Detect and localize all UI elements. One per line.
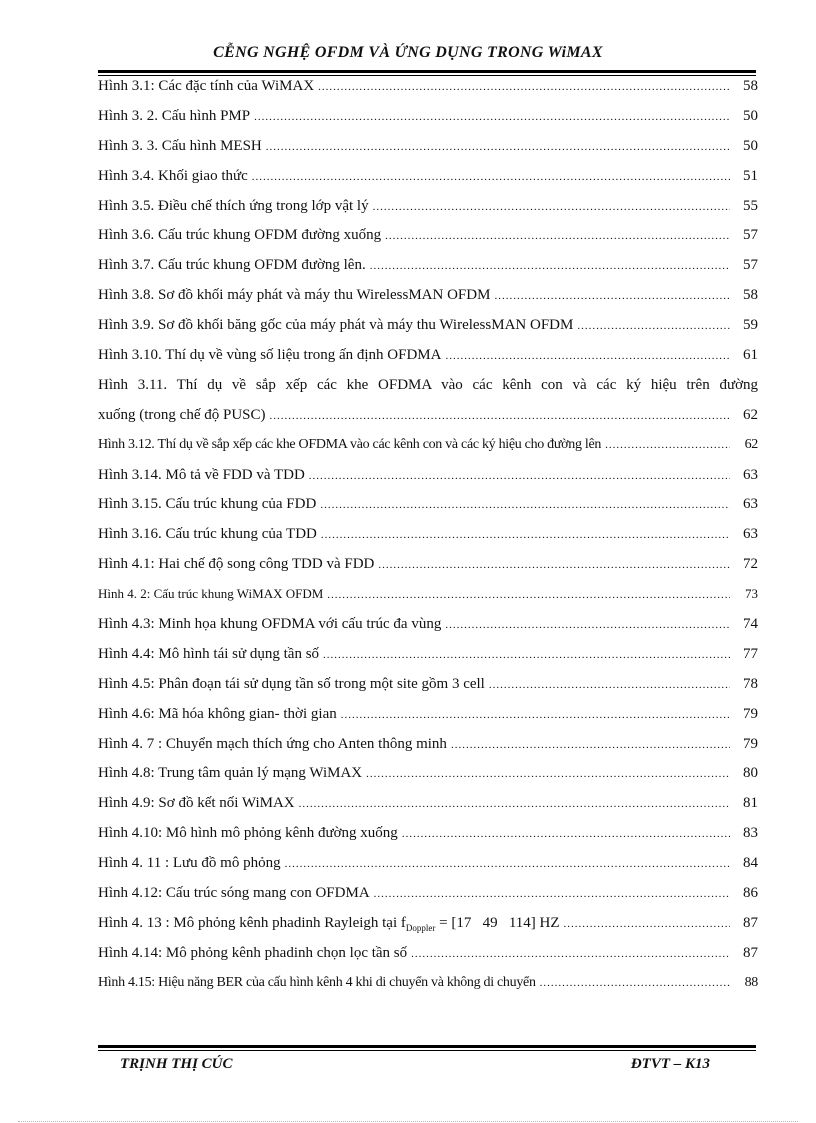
leader-dots bbox=[445, 350, 730, 362]
toc-entry bbox=[98, 945, 758, 975]
leader-dots bbox=[373, 201, 730, 213]
toc-page: 88 bbox=[744, 974, 758, 990]
toc-page: 63 bbox=[743, 466, 758, 483]
toc-entry bbox=[98, 556, 758, 586]
toc-label: Hình 4.5: Phân đoạn tái sử dụng tần số trong một site gồm 3 cell bbox=[98, 675, 485, 692]
toc-entry bbox=[98, 915, 758, 945]
toc-page: 78 bbox=[743, 675, 758, 692]
toc-page: 59 bbox=[743, 317, 758, 334]
toc-entry bbox=[98, 676, 758, 706]
toc-label: Hình 4.15: Hiệu năng BER của cấu hình kênh 4 khi di chuyển và không di chuyển bbox=[98, 974, 536, 990]
toc-entry bbox=[98, 138, 758, 168]
toc-label: Hình 4.9: Sơ đồ kết nối WiMAX bbox=[98, 795, 295, 812]
toc-page: 50 bbox=[743, 137, 758, 154]
toc-page: 79 bbox=[743, 735, 758, 752]
leader-dots bbox=[577, 320, 730, 332]
toc-page: 63 bbox=[743, 496, 758, 513]
toc-entry bbox=[98, 765, 758, 795]
toc-page: 87 bbox=[743, 944, 758, 961]
toc-entry bbox=[98, 975, 758, 1005]
toc-entry bbox=[98, 586, 758, 616]
toc-label: Hình 3.15. Cấu trúc khung của FDD bbox=[98, 496, 317, 513]
toc-entry bbox=[98, 736, 758, 766]
toc-label: Hình 3.6. Cấu trúc khung OFDM đường xuống bbox=[98, 227, 382, 244]
leader-dots bbox=[451, 739, 730, 751]
toc-entry bbox=[98, 78, 758, 108]
toc-entry bbox=[98, 168, 758, 198]
toc-page: 57 bbox=[743, 227, 758, 244]
toc-label: Hình 3.7. Cấu trúc khung OFDM đường lên. bbox=[98, 257, 366, 274]
toc-label: Hình 3. 2. Cấu hình PMP bbox=[98, 107, 251, 124]
leader-dots bbox=[378, 559, 730, 571]
toc-label: Hình 4.6: Mã hóa không gian- thời gian bbox=[98, 705, 337, 722]
leader-dots bbox=[321, 529, 730, 541]
toc-page: 84 bbox=[743, 855, 758, 872]
toc-entry bbox=[98, 437, 758, 467]
toc-entry bbox=[98, 526, 758, 556]
toc-page: 73 bbox=[745, 586, 758, 602]
toc-label: Hình 3.1: Các đặc tính của WiMAX bbox=[98, 78, 315, 94]
leader-dots bbox=[309, 470, 730, 482]
toc-entry bbox=[98, 825, 758, 855]
toc-page: 55 bbox=[743, 197, 758, 214]
toc-page: 86 bbox=[743, 885, 758, 902]
toc-label: Hình 3.5. Điều chế thích ứng trong lớp vật lý bbox=[98, 197, 369, 214]
toc-label: Hình 4.12: Cấu trúc sóng mang con OFDMA bbox=[98, 885, 370, 902]
toc-page: 77 bbox=[743, 645, 758, 662]
toc-label: Hình 4.8: Trung tâm quản lý mạng WiMAX bbox=[98, 765, 363, 782]
footer-class: ĐTVT – K13 bbox=[630, 1056, 710, 1072]
toc-label: Hình 3.16. Cấu trúc khung của TDD bbox=[98, 526, 317, 543]
leader-dots bbox=[605, 439, 730, 451]
toc-page: 63 bbox=[743, 526, 758, 543]
toc-page: 51 bbox=[743, 167, 758, 184]
toc-page: 81 bbox=[743, 795, 758, 812]
toc-entry bbox=[98, 227, 758, 257]
toc-label: Hình 4.4: Mô hình tái sử dụng tần số bbox=[98, 645, 320, 662]
toc-label: Hình 3.11. Thí dụ về sắp xếp các khe OFDMA vào các kênh con và các ký hiệu trên đường bbox=[98, 376, 758, 393]
toc-entry bbox=[98, 198, 758, 228]
toc-entry bbox=[98, 646, 758, 676]
leader-dots bbox=[366, 768, 730, 780]
toc-label: Hình 3.8. Sơ đồ khối máy phát và máy thu WirelessMAN OFDM bbox=[98, 287, 491, 304]
toc-label: Hình 3.4. Khối giao thức bbox=[98, 167, 248, 184]
leader-dots bbox=[370, 260, 730, 272]
toc-entry bbox=[98, 407, 758, 437]
leader-dots bbox=[445, 619, 730, 631]
toc-page: 87 bbox=[743, 914, 758, 931]
toc-label: Hình 4. 2: Cấu trúc khung WiMAX OFDM bbox=[98, 586, 324, 602]
leader-dots bbox=[540, 977, 730, 989]
leader-dots bbox=[299, 798, 730, 810]
toc-label: Hình 4.10: Mô hình mô phỏng kênh đường xuống bbox=[98, 825, 398, 842]
leader-dots bbox=[323, 649, 730, 661]
header-rule-thick bbox=[98, 70, 756, 73]
figure-list bbox=[98, 78, 758, 1005]
toc-label: Hình 3.10. Thí dụ về vùng số liệu trong ấn định OFDMA bbox=[98, 347, 442, 364]
leader-dots bbox=[270, 410, 731, 422]
toc-page: 57 bbox=[743, 257, 758, 274]
toc-entry bbox=[98, 795, 758, 825]
footer-rule-thick bbox=[98, 1045, 756, 1048]
toc-page: 50 bbox=[743, 107, 758, 124]
toc-label: Hình 3. 3. Cấu hình MESH bbox=[98, 137, 262, 154]
leader-dots bbox=[385, 230, 730, 242]
toc-entry bbox=[98, 347, 758, 377]
toc-label: Hình 4.14: Mô phỏng kênh phadinh chọn lọc tần số bbox=[98, 944, 408, 961]
toc-entry bbox=[98, 885, 758, 915]
toc-label-pre: Hình 4. 13 : Mô phỏng kênh phadinh Rayleigh tại f bbox=[98, 914, 406, 931]
page-header-title: CỄNG NGHỆ OFDM VÀ ỨNG DỤNG TRONG WiMAX bbox=[213, 44, 603, 61]
toc-label: Hình 4. 7 : Chuyển mạch thích ứng cho Anten thông minh bbox=[98, 735, 447, 752]
toc-entry bbox=[98, 377, 758, 407]
toc-page: 83 bbox=[743, 825, 758, 842]
toc-page: 79 bbox=[743, 705, 758, 722]
toc-label bbox=[98, 915, 560, 933]
toc-entry bbox=[98, 317, 758, 347]
leader-dots bbox=[252, 171, 730, 183]
toc-page: 61 bbox=[743, 347, 758, 364]
leader-dots bbox=[494, 290, 730, 302]
leader-dots bbox=[254, 111, 730, 123]
toc-label: Hình 4.3: Minh họa khung OFDMA với cấu trúc đa vùng bbox=[98, 616, 442, 633]
toc-entry bbox=[98, 855, 758, 885]
toc-label: Hình 3.12. Thí dụ về sắp xếp các khe OFDMA vào các kênh con và các ký hiệu cho đường lên bbox=[98, 436, 602, 452]
toc-entry bbox=[98, 467, 758, 497]
toc-label: xuống (trong chế độ PUSC) bbox=[98, 406, 266, 423]
toc-label: Hình 3.14. Mô tả về FDD và TDD bbox=[98, 466, 305, 483]
leader-dots bbox=[411, 948, 730, 960]
toc-page: 62 bbox=[743, 406, 758, 423]
toc-entry bbox=[98, 257, 758, 287]
toc-label: Hình 3.9. Sơ đồ khối băng gốc của máy phát và máy thu WirelessMAN OFDM bbox=[98, 317, 574, 334]
leader-dots bbox=[327, 589, 730, 601]
toc-entry bbox=[98, 706, 758, 736]
toc-page: 74 bbox=[743, 616, 758, 633]
toc-entry bbox=[98, 108, 758, 138]
leader-dots bbox=[402, 828, 730, 840]
leader-dots bbox=[374, 888, 730, 900]
leader-dots bbox=[489, 679, 730, 691]
leader-dots bbox=[318, 81, 730, 93]
toc-entry bbox=[98, 616, 758, 646]
toc-label-sub: Doppler bbox=[405, 922, 436, 933]
footer-rule-thin bbox=[98, 1050, 756, 1051]
toc-page: 62 bbox=[744, 436, 758, 452]
toc-label: Hình 4.1: Hai chế độ song công TDD và FDD bbox=[98, 556, 375, 573]
toc-entry bbox=[98, 496, 758, 526]
leader-dots bbox=[564, 918, 730, 930]
toc-page: 80 bbox=[743, 765, 758, 782]
toc-entry bbox=[98, 287, 758, 317]
toc-page: 58 bbox=[743, 287, 758, 304]
footer-author: TRỊNH THỊ CÚC bbox=[120, 1056, 233, 1072]
page-bottom-border bbox=[18, 1121, 798, 1122]
toc-label: Hình 4. 11 : Lưu đồ mô phỏng bbox=[98, 855, 281, 872]
toc-page: 58 bbox=[743, 78, 758, 94]
leader-dots bbox=[341, 709, 730, 721]
leader-dots bbox=[266, 141, 730, 153]
leader-dots bbox=[320, 499, 730, 511]
toc-page: 72 bbox=[743, 556, 758, 573]
leader-dots bbox=[285, 858, 730, 870]
header-rule-thin bbox=[98, 75, 756, 76]
toc-label-post: = [17 49 114] HZ bbox=[435, 914, 560, 931]
